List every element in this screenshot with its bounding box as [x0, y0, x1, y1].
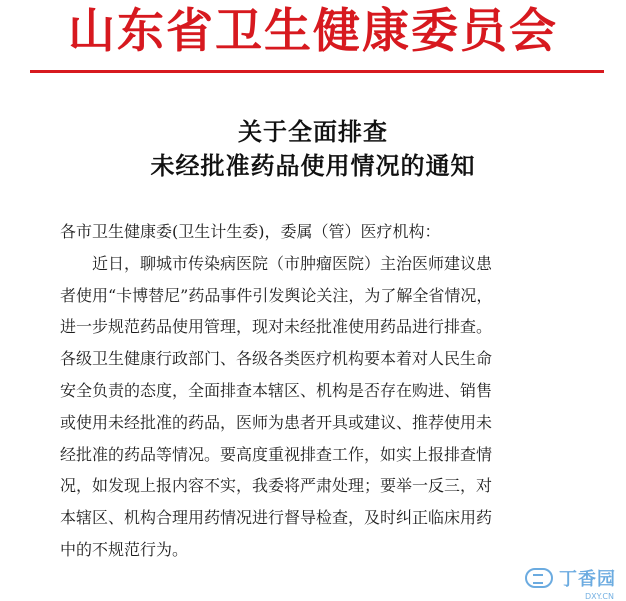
body-line: 经批准的药品等情况。要高度重视排查工作，如实上报排查情 — [60, 444, 493, 464]
body-line: 本辖区、机构合理用药情况进行督导检查，及时纠正临床用药 — [60, 508, 493, 528]
body-line: 者使用“卡博替尼”药品事件引发舆论关注，为了解全省情况， — [60, 285, 493, 305]
body-line: 或使用未经批准的药品，医师为患者开具或建议、推荐使用未 — [60, 412, 493, 432]
document-title-line-2: 未经批准药品使用情况的通知 — [150, 152, 476, 180]
body-line: 近日，聊城市传染病医院（市肿瘤医院）主治医师建议患 — [92, 253, 493, 273]
body-line: 各级卫生健康行政部门、各级各类医疗机构要本着对人民生命 — [60, 349, 493, 369]
dxy-logo-icon — [525, 568, 553, 588]
body-line: 况，如发现上报内容不实，我委将严肃处理；要举一反三，对 — [60, 476, 493, 496]
body-line: 安全负责的态度，全面排查本辖区、机构是否存在购进、销售 — [60, 380, 493, 400]
issuing-organization-header: 山东省卫生健康委员会 — [68, 4, 558, 59]
document-title-line-1: 关于全面排查 — [238, 118, 388, 146]
red-divider-line — [30, 70, 604, 73]
body-line: 中的不规范行为。 — [60, 539, 189, 559]
document-body — [60, 216, 590, 566]
body-line: 进一步规范药品使用管理，现对未经批准使用药品进行排查。 — [60, 317, 493, 337]
watermark-brand: 丁香园 — [559, 569, 616, 590]
dxy-watermark — [525, 565, 616, 591]
salutation: 各市卫生健康委(卫生计生委)，委属（管）医疗机构： — [60, 222, 441, 241]
watermark-domain: DXY.CN — [584, 592, 614, 601]
